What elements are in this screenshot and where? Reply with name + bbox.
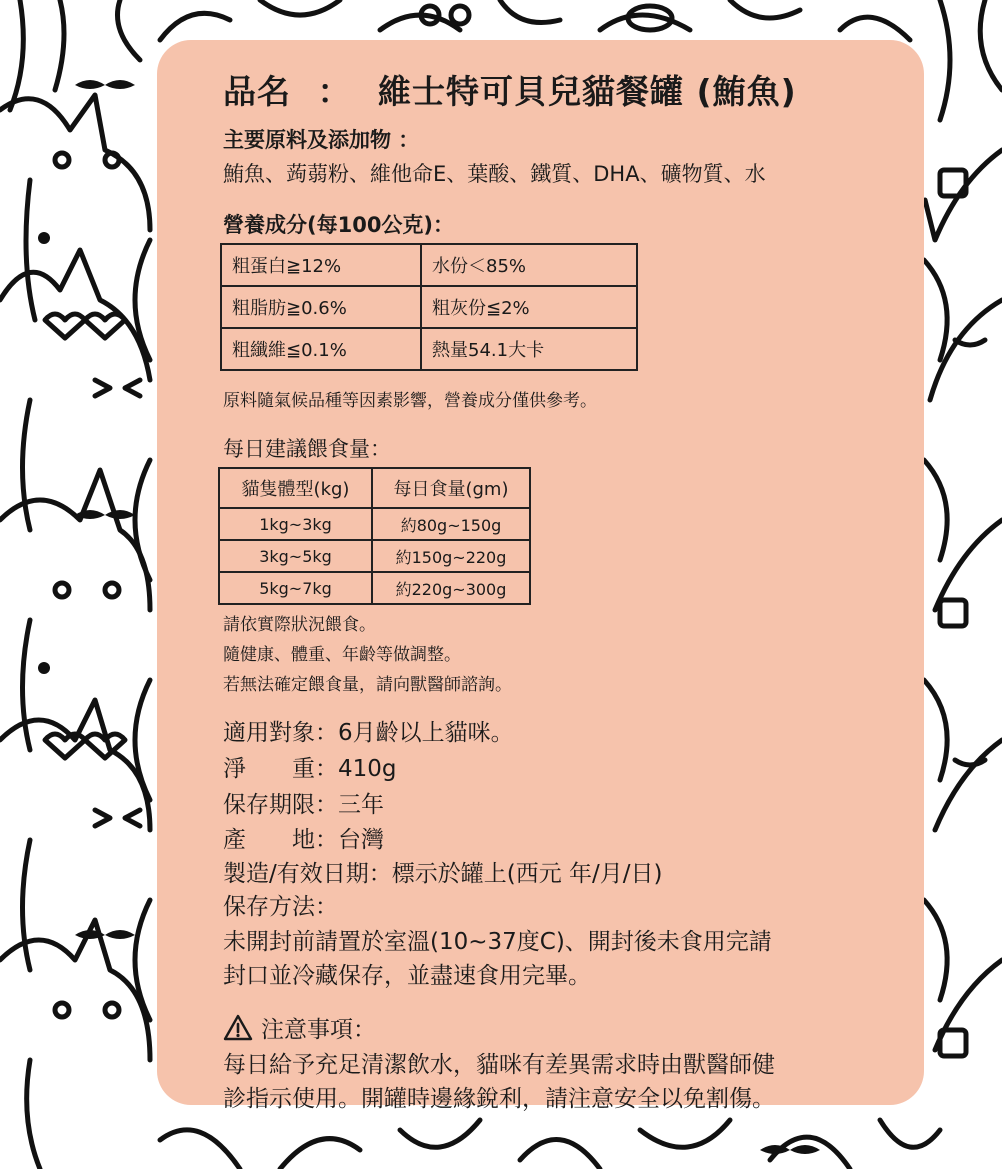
target-value: 6月齡以上貓咪。: [338, 720, 514, 746]
caution-heading-text: 注意事項：: [261, 1017, 376, 1043]
date-line: [223, 855, 663, 888]
feeding-cell: 3kg~5kg: [219, 540, 372, 572]
nutrition-cell: 粗纖維≦0.1%: [221, 328, 421, 370]
warning-triangle-icon: [223, 1014, 253, 1041]
nutrition-cell: 粗脂肪≧0.6%: [221, 286, 421, 328]
nutrition-cell: 粗蛋白≧12%: [221, 244, 421, 286]
target-label: 適用對象：: [223, 720, 338, 746]
feeding-cell: 1kg~3kg: [219, 508, 372, 540]
title-value: 維士特可貝兒貓餐罐 (鮪魚): [378, 72, 797, 111]
product-info-card: [157, 40, 924, 1112]
origin-line: [223, 821, 384, 854]
ingredients-heading: 主要原料及添加物 ：: [223, 128, 420, 152]
shelf-life-line: [223, 786, 384, 819]
nutrition-heading: 營養成分(每100公克)：: [223, 213, 455, 237]
nutrition-note: 原料隨氣候品種等因素影響，營養成分僅供參考。: [223, 391, 597, 411]
product-title: [223, 66, 797, 113]
feeding-note: 若無法確定餵食量，請向獸醫師諮詢。: [223, 675, 512, 695]
table-row: [221, 328, 637, 370]
origin-value: 台灣: [338, 827, 384, 853]
feeding-cell: 5kg~7kg: [219, 572, 372, 604]
caution-text-line: 診指示使用。開罐時邊緣銳利，請注意安全以免割傷。: [223, 1086, 775, 1112]
ingredients-text: 鮪魚、蒟蒻粉、維他命E、葉酸、鐵質、DHA、礦物質、水: [223, 162, 766, 186]
date-value: 標示於罐上(西元 年/月/日): [391, 861, 663, 887]
table-header-row: [219, 468, 530, 508]
feeding-cell: 約220g~300g: [372, 572, 530, 604]
feeding-note: 隨健康、體重、年齡等做調整。: [223, 645, 461, 665]
table-row: [221, 244, 637, 286]
weight-value: 410g: [338, 756, 397, 782]
storage-label: 保存方法：: [223, 894, 338, 920]
storage-text-line: 未開封前請置於室溫(10~37度C)、開封後未食用完請: [223, 929, 772, 955]
feeding-heading: 每日建議餵食量：: [223, 437, 391, 461]
nutrition-cell: 熱量54.1大卡: [421, 328, 637, 370]
table-row: [221, 286, 637, 328]
column-header-weight: 貓隻體型(kg): [219, 468, 372, 508]
table-row: [219, 540, 530, 572]
origin-label: 產 地：: [223, 827, 338, 853]
feeding-cell: 約150g~220g: [372, 540, 530, 572]
feeding-table: [218, 467, 531, 605]
date-label: 製造/有效日期：: [223, 861, 392, 887]
nutrition-cell: 水份＜85%: [421, 244, 637, 286]
caution-heading: [223, 1011, 376, 1044]
table-row: [219, 508, 530, 540]
feeding-cell: 約80g~150g: [372, 508, 530, 540]
weight-line: [223, 750, 397, 783]
storage-text-line: 封口並冷藏保存，並盡速食用完畢。: [223, 963, 591, 989]
shelf-value: 三年: [338, 792, 384, 818]
title-label: 品名: [223, 72, 291, 111]
column-header-amount: 每日食量(gm): [372, 468, 530, 508]
weight-label: 淨 重：: [223, 756, 338, 782]
nutrition-table: [220, 243, 638, 371]
title-separator: ：: [317, 72, 352, 111]
caution-text-line: 每日給予充足清潔飲水，貓咪有差異需求時由獸醫師健: [223, 1052, 775, 1078]
target-line: [223, 714, 514, 747]
nutrition-cell: 粗灰份≦2%: [421, 286, 637, 328]
feeding-note: 請依實際狀況餵食。: [223, 615, 376, 635]
shelf-label: 保存期限：: [223, 792, 338, 818]
table-row: [219, 572, 530, 604]
